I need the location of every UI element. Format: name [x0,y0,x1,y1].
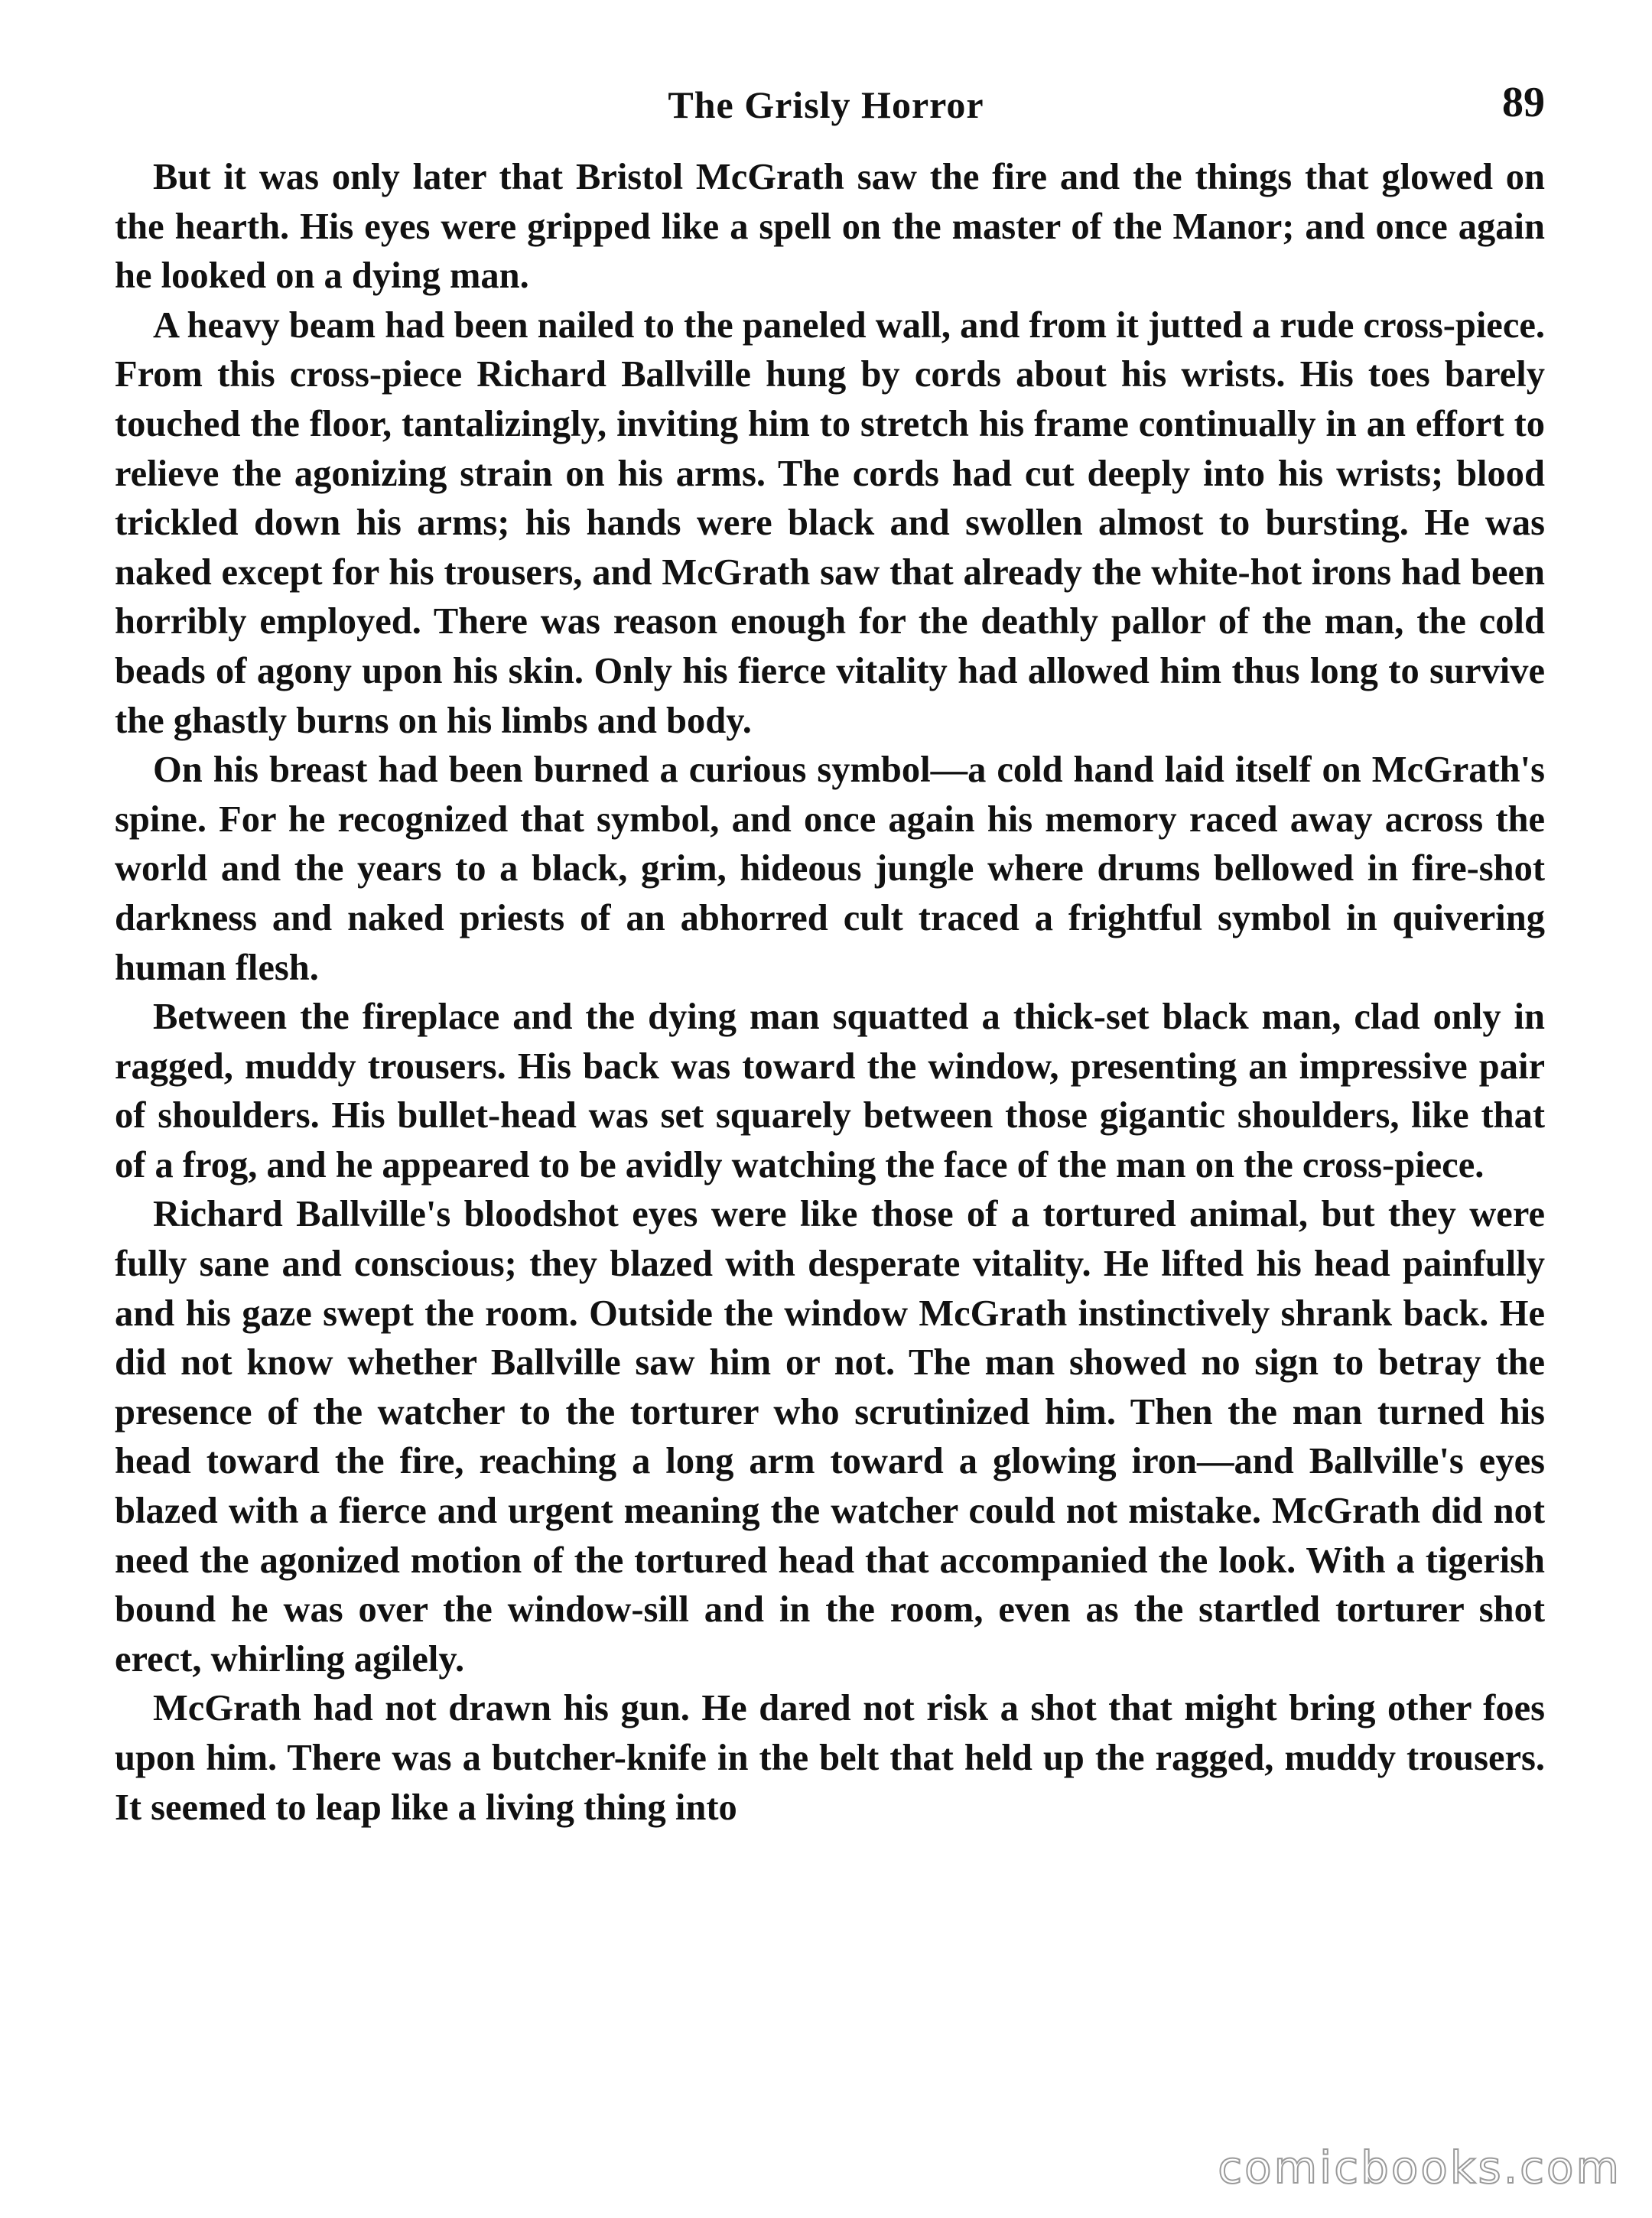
page-number: 89 [1502,79,1545,126]
paragraph: On his breast had been burned a curious symbol—a cold hand laid itself on McGrath's spine. For he recognized that symbol, and once again his memory raced away across the world and the years to a black, grim, hideous jungle where drums bellowed in fire-shot darkness and naked priests of an abhorred cult traced a frightful symbol in quivering human flesh. [115,750,1545,988]
chapter-title: The Grisly Horror [668,83,984,126]
paragraph: Between the fireplace and the dying man squatted a thick-set black man, clad only in ragged, muddy trousers. His back was toward the window, presenting an impressive pair of shoulders. His bullet-head was set squarely between those gigantic shoulders, like that of a frog, and he appeared to be avidly watching the face of the man on the cross-piece. [115,997,1545,1185]
paragraph: A heavy beam had been nailed to the paneled wall, and from it jutted a rude cross-piece. From this cross-piece Richard Ballville hung by cords about his wrists. His toes barely touched the floor, tantalizingly, inviting him to stretch his frame continually in an effort to relieve the agonizing strain on his arms. The cords had cut deeply into his wrists; blood trickled down his arms; his hands were black and swollen almost to bursting. He was naked except for his trousers, and McGrath saw that already the white-hot irons had been horribly employed. There was reason enough for the deathly pallor of the man, the cold beads of agony upon his skin. Only his fierce vitality had allowed him thus long to survive the ghastly burns on his limbs and body. [115,304,1545,741]
paragraph: But it was only later that Bristol McGrath saw the fire and the things that glowed on the hearth. His eyes were gripped like a spell on the master of the Manor; and once again he looked on a dying man. [115,157,1545,297]
running-head [107,79,1545,144]
body-text [115,153,1545,1833]
paragraph: McGrath had not drawn his gun. He dared not risk a shot that might bring other foes upon him. There was a butcher-knife in the belt that held up the ragged, muddy trousers. It seemed to leap like a living thing into [115,1688,1545,1828]
watermark: comicbooks.com [1218,2142,1621,2194]
paragraph: Richard Ballville's bloodshot eyes were like those of a tortured animal, but they were fully sane and conscious; they blazed with desperate vitality. He lifted his head painfully and his gaze swept the room. Outside the window McGrath instinctively shrank back. He did not know whether Ballville saw him or not. The man showed no sign to betray the presence of the watcher to the torturer who scrutinized him. Then the man turned his head toward the fire, reaching a long arm toward a glowing iron—and Ballville's eyes blazed with a fierce and urgent meaning the watcher could not mistake. McGrath did not need the agonized motion of the tortured head that accompanied the look. With a tigerish bound he was over the window-sill and in the room, even as the startled torturer shot erect, whirling agilely. [115,1194,1545,1680]
